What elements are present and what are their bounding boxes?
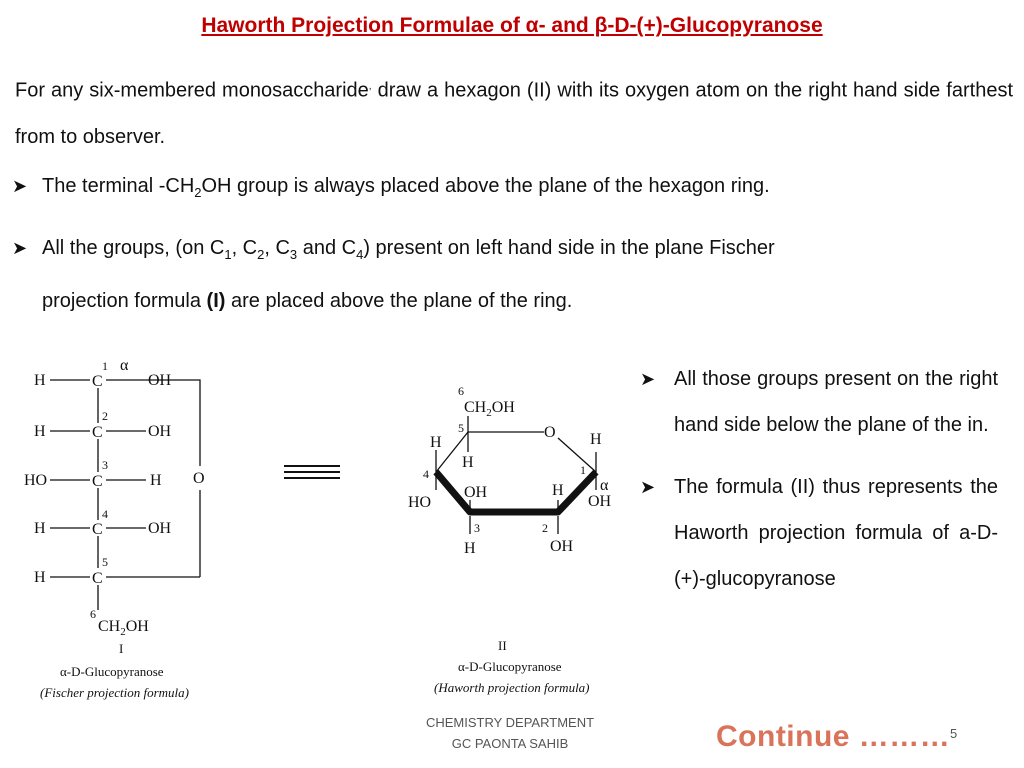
b4-text: The formula (II) thus represents the Haworth projection formula of a-D-(+)-glucopyranose: [674, 476, 998, 590]
b2-text-2: , C: [231, 237, 258, 259]
haworth-oh3: OH: [464, 484, 488, 501]
fischer-ch2oh-sub: 2: [120, 626, 126, 638]
fischer-roman: I: [119, 641, 124, 656]
haworth-number-3: 3: [474, 521, 480, 535]
fischer-oh: OH: [125, 618, 149, 635]
fischer-number-3: 3: [102, 458, 108, 472]
structure-figure: [18, 340, 628, 710]
fischer-r2-right: OH: [148, 423, 172, 440]
fischer-number-1: 1: [102, 359, 108, 373]
haworth-roman: II: [498, 638, 507, 653]
intro-paragraph: [15, 64, 1013, 160]
haworth-ch2oh: [464, 399, 515, 419]
haworth-h1-up: H: [590, 431, 602, 448]
fischer-name: α-D-Glucopyranose: [60, 664, 164, 679]
haworth-number-6: 6: [458, 384, 464, 398]
haworth-alpha: α: [600, 477, 609, 494]
fischer-r1-left: H: [34, 372, 46, 389]
haworth-oh: OH: [491, 399, 515, 416]
b2-sub-2: 2: [257, 247, 265, 262]
fischer-r3-left: HO: [24, 472, 48, 489]
haworth-h3-down: H: [464, 540, 476, 557]
haworth-number-2: 2: [542, 521, 548, 535]
intro-text-b: draw a hexagon (II) with its oxygen atom on the right hand side farthest from to observer.: [15, 79, 1013, 148]
haworth-ho4: HO: [408, 494, 432, 511]
fischer-caption: (Fischer projection formula): [40, 685, 189, 700]
haworth-oh2: OH: [550, 538, 574, 555]
fischer-r5-left: H: [34, 569, 46, 586]
footer-line-2: GC PAONTA SAHIB: [451, 736, 569, 751]
haworth-number-5: 5: [458, 421, 464, 435]
b2-sub-1: 1: [224, 247, 232, 262]
fischer-number-6: 6: [90, 607, 96, 621]
haworth-h2-up: H: [552, 482, 564, 499]
fischer-c1: C: [92, 373, 103, 390]
arrow-bullet-icon: ➤: [12, 176, 28, 196]
haworth-caption: (Haworth projection formula): [434, 680, 590, 695]
b2-text-3: , C: [264, 237, 290, 259]
fischer-r1-right: OH: [148, 372, 172, 389]
b1-text-a: The terminal -CH: [42, 175, 195, 197]
bullet-formula-ii: [640, 464, 998, 602]
fischer-r2-left: H: [34, 423, 46, 440]
footer-line-1: CHEMISTRY DEPARTMENT: [425, 715, 595, 730]
b2-text-1: All the groups, (on C: [42, 237, 225, 259]
haworth-number-4: 4: [423, 467, 429, 481]
intro-text-a: For any six-membered monosaccharide: [15, 79, 369, 102]
b1-text-b: OH group is always placed above the plane of the hexagon ring.: [201, 175, 770, 197]
fischer-ch2oh: [98, 618, 149, 638]
bullet-terminal-ch2oh: [12, 163, 1002, 216]
right-column-bullets: [640, 356, 998, 602]
bullet-right-groups: [640, 356, 998, 448]
b2-text-6: projection formula: [42, 290, 207, 312]
fischer-alpha: α: [120, 357, 129, 374]
fischer-ring-oxygen: O: [193, 470, 205, 487]
footer: [400, 712, 620, 754]
fischer-c4: C: [92, 521, 103, 538]
haworth-h4-up: H: [430, 434, 442, 451]
b2-text-4: and C: [297, 237, 357, 259]
slide-title: Haworth Projection Formulae of α- and β-D-(+)-Glucopyranose: [201, 14, 823, 37]
b2-sub-3: 3: [289, 247, 298, 262]
continue-link[interactable]: Continue ………: [716, 720, 951, 753]
fischer-c5: C: [92, 570, 103, 587]
equivalence-sign: [284, 466, 340, 478]
fischer-number-5: 5: [102, 555, 108, 569]
haworth-ring-oxygen: O: [544, 424, 556, 441]
b3-text: All those groups present on the right hand side below the plane of the in.: [674, 368, 998, 436]
haworth-ch2oh-sub: 2: [486, 407, 492, 419]
page-number: 5: [950, 726, 958, 741]
arrow-bullet-icon: ➤: [640, 477, 656, 497]
haworth-projection: [408, 384, 612, 695]
haworth-name: α-D-Glucopyranose: [458, 659, 562, 674]
fischer-number-4: 4: [102, 507, 108, 521]
fischer-r4-left: H: [34, 520, 46, 537]
arrow-bullet-icon: ➤: [12, 238, 28, 258]
arrow-bullet-icon: ➤: [640, 369, 656, 389]
haworth-h5-down: H: [462, 454, 474, 471]
b2-text-7: are placed above the plane of the ring.: [225, 290, 573, 312]
haworth-number-1: 1: [580, 463, 586, 477]
fischer-c3: C: [92, 473, 103, 490]
haworth-oh1: OH: [588, 493, 612, 510]
haworth-ch: CH: [464, 399, 487, 416]
intro-mark: ,: [368, 81, 372, 92]
fischer-r4-right: OH: [148, 520, 172, 537]
b1-sub: 2: [194, 185, 202, 200]
fischer-projection: [24, 357, 205, 700]
fischer-c2: C: [92, 424, 103, 441]
b2-sub-4: 4: [356, 247, 364, 262]
bullet-left-groups: [12, 225, 1002, 324]
fischer-r3-right: H: [150, 472, 162, 489]
fischer-ch: CH: [98, 618, 121, 635]
fischer-number-2: 2: [102, 409, 108, 423]
b2-continuation: [12, 278, 1002, 324]
b2-text-5: ) present on left hand side in the plane Fischer: [363, 237, 775, 259]
b2-bold: (I): [206, 290, 226, 312]
